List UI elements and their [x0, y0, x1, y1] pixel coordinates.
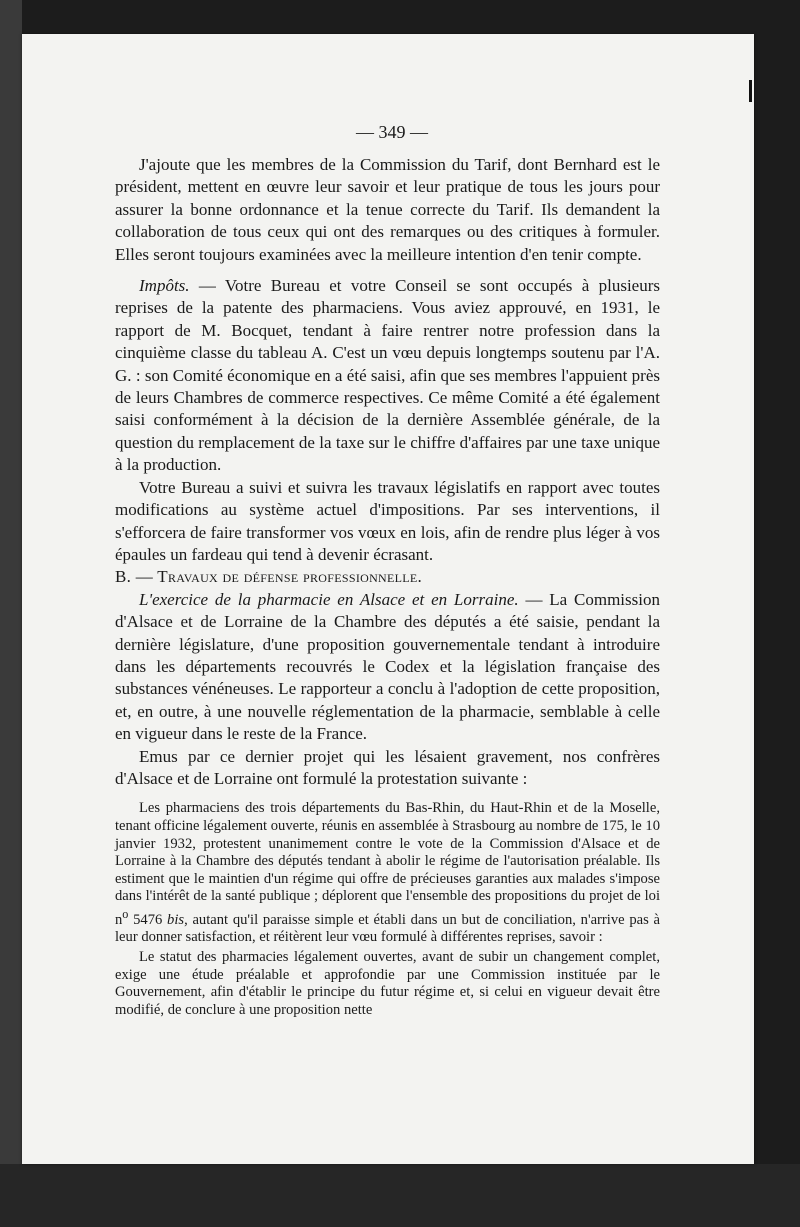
paragraph-alsace-lorraine-text: — La Commission d'Alsace et de Lorraine de la Chambre des députés a été saisie, pendant la dernière législature, d'une proposition gouvernementale tendant à introduire dans les départements recouvrés le Codex et la législation française des substances vénéneuses. Le rapporteur a conclu à l'adoption de cette proposition, et, en outre, à une nouvelle réglementation de la pharmacie, semblable à celle en vigueur dans le reste de la France.: [115, 589, 660, 744]
quote-paragraph-2: Le statut des pharmacies légalement ouvertes, avant de subir un changement complet, exige une étude préalable et approfondie par une Commission instituée par le Gouvernement, afin d'établir le principe du futur régime et, si celui en vigueur devait être modifié, de conclure à une proposition nette: [115, 948, 660, 1018]
scan-left-margin: [0, 0, 22, 1227]
page-number: — 349 —: [356, 122, 428, 142]
paragraph-bureau: Votre Bureau a suivi et suivra les travaux législatifs en rapport avec toutes modifications au système actuel d'impositions. Par ses interventions, il s'efforcera de faire transformer vos vœux en lois, afin de rendre plus léger à vos épaules un fardeau qui tend à devenir écrasant.: [115, 477, 660, 564]
paragraph-impots-text: — Votre Bureau et votre Conseil se sont occupés à plusieurs reprises de la patente des pharmaciens. Vous aviez approuvé, en 1931, le rapport de M. Bocquet, tendant à faire rentrer notre profession dans la cinquième classe du tableau A. C'est un vœu depuis longtemps soutenu par l'A. G. : son Comité économique en a été saisi, afin que ses membres l'appuient près de leurs Chambres de commerce respectives. Ce même Comité a été également saisi conformément à la décision de la dernière Assemblée générale, de la question du remplacement de la taxe sur le chiffre d'affaires par une taxe unique à la production.: [115, 276, 660, 475]
quote-paragraph-1: [115, 800, 660, 947]
paragraph-alsace-lorraine-lead: L'exercice de la pharmacie en Alsace et en Lorraine.: [139, 589, 519, 609]
paragraph-emus: Emus par ce dernier projet qui les lésaient gravement, nos confrères d'Alsace et de Lorraine ont formulé la protestation suivante :: [115, 746, 660, 788]
scan-bottom-margin: [0, 1164, 800, 1227]
quote-paragraph-1-start: Les pharmaciens des trois départements du Bas-Rhin, du Haut-Rhin et de la Moselle, tenant officine légalement ouverte, réunis en assemblée à Strasbourg au nombre de 175, le 10 janvier 1932, protestent unanimement contre le vote de la Commission d'Alsace et de Lorraine à la Chambre des députés tendant à abolir le régime de l'autorisation préalable. Ils estiment que le maintien d'un régime qui offre de précieuses garanties aux malades s'impose dans l'intérêt de la santé publique ; déplorent que l'ensemble des propositions du projet de loi n: [115, 800, 660, 928]
document-page: [22, 34, 754, 1164]
section-heading: B. — Travaux de défense professionnelle.: [115, 567, 423, 587]
quote-paragraph-1-end: , autant qu'il paraisse simple et établi dans un but de conciliation, n'arrive pas à leur donner satisfaction, et réitèrent leur vœu formulé à différentes reprises, savoir :: [115, 911, 660, 946]
quote-bis: bis: [167, 911, 185, 928]
quote-law-number: 5476: [128, 911, 168, 928]
protest-quote: [115, 800, 660, 1019]
quote-numero-sup: o: [122, 906, 129, 921]
body-text: [115, 154, 660, 1019]
paragraph-commission-tarif: J'ajoute que les membres de la Commission du Tarif, dont Bernhard est le président, mettent en œuvre leur savoir et leur pratique de tous les jours pour assurer la bonne ordonnance et la tenue correcte du Tarif. Ils demandent la collaboration de tous ceux qui ont des remarques ou des critiques à formuler. Elles seront toujours examinées avec la meilleure intention d'en tenir compte.: [115, 155, 660, 264]
paragraph-alsace-lorraine: [115, 589, 660, 746]
paragraph-impots-lead: Impôts.: [139, 276, 190, 296]
paragraph-impots: [115, 275, 660, 477]
scan-edge-mark: [749, 80, 752, 102]
